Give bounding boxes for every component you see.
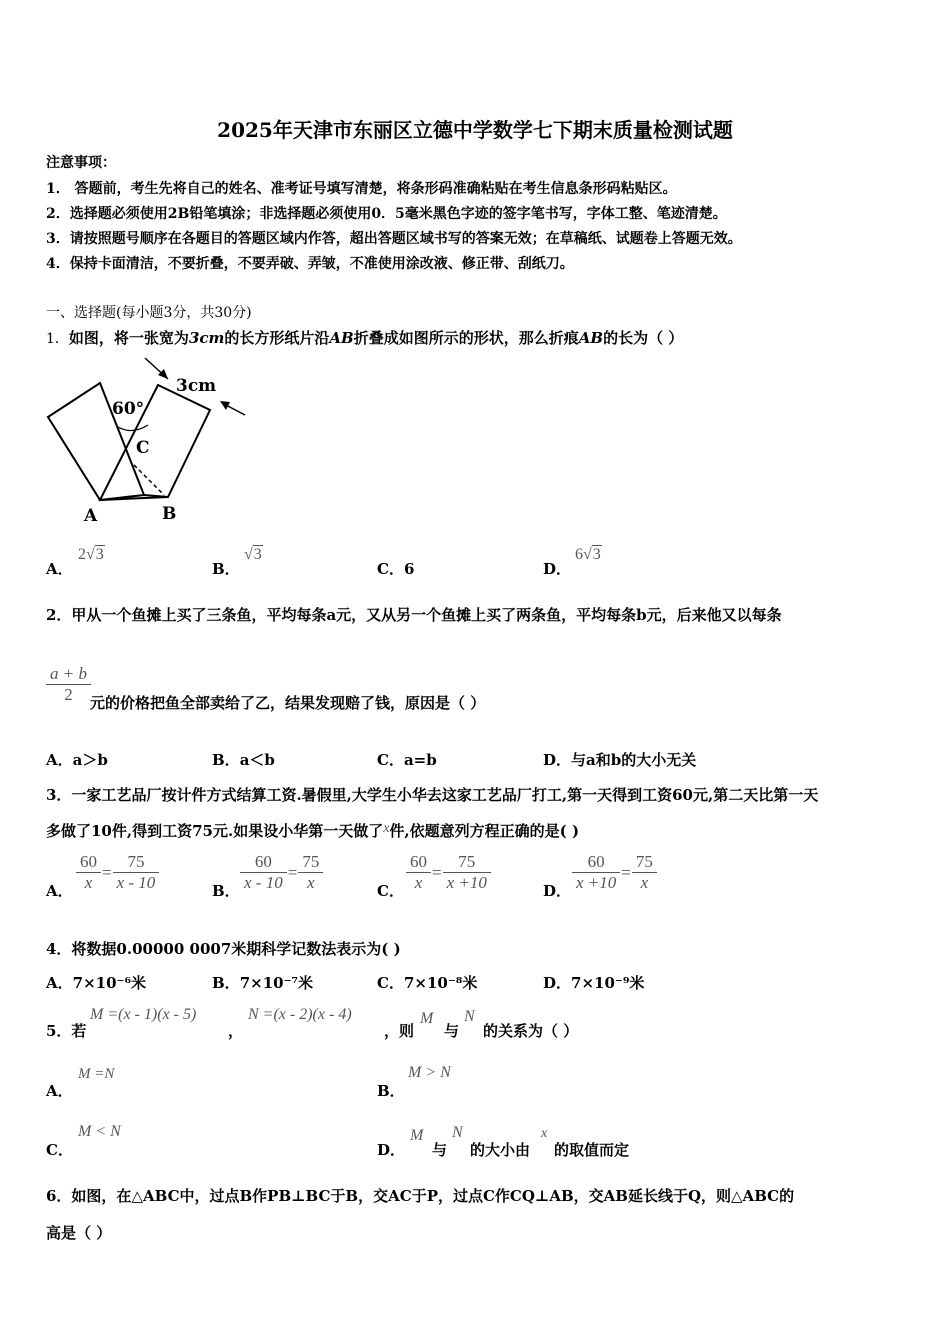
- q1-text: 的长方形纸片沿: [224, 329, 330, 347]
- arrow-head: [220, 401, 230, 410]
- option-c-letter[interactable]: C．: [377, 882, 404, 900]
- denominator: x +10: [572, 872, 620, 893]
- q1-text: 折叠成如图所示的形状，那么折痕: [353, 329, 579, 347]
- q1-ab: AB: [329, 329, 354, 347]
- option-a-letter[interactable]: A．: [46, 1082, 73, 1100]
- section-heading: 一、选择题(每小题3分，共30分): [46, 305, 252, 321]
- question-6-line2: 高是（ ）: [46, 1224, 112, 1242]
- denominator: x - 10: [240, 872, 287, 893]
- option-d-text: 的大小由: [470, 1141, 531, 1159]
- option-d-x: x: [541, 1126, 548, 1141]
- option-text: a=b: [403, 751, 437, 769]
- option-letter: A．: [46, 560, 73, 578]
- q5-expr-n: N =(x - 2)(x - 4): [248, 1006, 352, 1023]
- option-text: a＞b: [72, 751, 108, 769]
- numerator: 60: [587, 852, 605, 871]
- option-text: a＜b: [239, 751, 275, 769]
- coef: 2: [78, 546, 86, 563]
- page-title: 2025年天津市东丽区立德中学数学七下期末质量检测试题: [217, 118, 733, 142]
- question-3-line2: [46, 820, 579, 841]
- option-d-and: 与: [432, 1141, 448, 1159]
- option-b-letter[interactable]: B．: [377, 1082, 405, 1100]
- option-letter: D．: [543, 751, 572, 769]
- point-c-label: C: [136, 438, 150, 458]
- q5-comma: ，: [228, 1022, 244, 1040]
- q5-and: 与: [444, 1022, 460, 1040]
- radicand: 3: [253, 546, 262, 563]
- option-letter: B．: [212, 751, 240, 769]
- denominator: x: [632, 872, 657, 893]
- q5-suffix: 的关系为（ ）: [483, 1022, 579, 1040]
- q3-variable: x: [383, 821, 390, 836]
- option-a-letter[interactable]: A．: [46, 882, 73, 900]
- option-letter: D．: [543, 974, 572, 992]
- denominator: x: [76, 872, 101, 893]
- numerator: 60: [410, 852, 427, 871]
- question-4: 4．将数据0.00000 0007米期科学记数法表示为( ): [46, 940, 401, 958]
- option-d-equation: $\frac{60}{x +10}$ = $\frac{75}{x}$: [572, 852, 657, 893]
- q5-text: 5．若: [46, 1022, 87, 1040]
- question-1: [46, 327, 683, 348]
- option-c[interactable]: [377, 749, 437, 770]
- coef: 6: [575, 546, 583, 563]
- q1-ab: AB: [578, 329, 604, 347]
- option-b-value: √3: [244, 546, 262, 563]
- notice-item: 1． 答题前，考生先将自己的姓名、准考证号填写清楚，将条形码准确粘贴在考生信息条形码粘贴区。: [46, 181, 677, 197]
- numerator: 75: [302, 852, 320, 871]
- folded-paper-figure: [40, 355, 255, 530]
- option-letter: C．: [377, 974, 404, 992]
- option-c-letter[interactable]: C．: [46, 1141, 73, 1159]
- option-letter: A．: [46, 751, 73, 769]
- q1-text: 如图，将一张宽为: [68, 329, 189, 347]
- numerator: 60: [80, 852, 97, 871]
- option-text: 7×10⁻⁶米: [72, 974, 147, 992]
- option-text: 7×10⁻⁹米: [571, 974, 645, 992]
- option-a[interactable]: [46, 558, 73, 579]
- denominator: x - 10: [113, 872, 160, 893]
- q5-expr-m: M =(x - 1)(x - 5): [90, 1006, 197, 1023]
- option-b[interactable]: [212, 558, 240, 579]
- fold-bottom: [144, 495, 168, 497]
- option-letter: B．: [212, 560, 240, 578]
- option-c[interactable]: [377, 558, 414, 579]
- denominator: x: [406, 872, 431, 893]
- option-d-m: M: [410, 1127, 424, 1144]
- option-a[interactable]: [46, 749, 108, 770]
- option-b-expr: M > N: [408, 1064, 451, 1081]
- notice-heading: 注意事项：: [46, 155, 116, 171]
- q5-n: N: [464, 1008, 475, 1025]
- question-3-line1: 3．一家工艺品厂按计件方式结算工资.暑假里,大学生小华去这家工艺品厂打工,第一天得到工资60元,第二天比第一天: [46, 786, 819, 804]
- option-d-n: N: [452, 1124, 463, 1141]
- option-text: 7×10⁻⁸米: [403, 974, 478, 992]
- option-b-equation: $\frac{60}{x - 10}$ = $\frac{75}{x}$: [240, 852, 323, 893]
- option-b[interactable]: [212, 972, 313, 993]
- option-a[interactable]: [46, 972, 146, 993]
- radicand: 3: [592, 546, 601, 563]
- option-b-letter[interactable]: B．: [212, 882, 240, 900]
- option-text: 7×10⁻⁷米: [239, 974, 314, 992]
- option-letter: C．: [377, 560, 404, 578]
- question-number: 1．: [46, 331, 69, 347]
- denominator: x: [298, 872, 323, 893]
- option-letter: B．: [212, 974, 240, 992]
- q3-text: 件,依题意列方程正确的是( ): [389, 822, 580, 840]
- question-2-line2: 元的价格把鱼全部卖给了乙，结果发现赔了钱，原因是（ ）: [90, 694, 486, 712]
- option-c-equation: $\frac{60}{x}$ = $\frac{75}{x +10}$: [406, 852, 491, 893]
- numerator: 75: [458, 852, 476, 871]
- option-text: 6: [403, 560, 415, 578]
- numerator: 75: [635, 852, 653, 871]
- option-b[interactable]: [212, 749, 275, 770]
- numerator: 60: [254, 852, 272, 871]
- option-d[interactable]: [543, 972, 644, 993]
- notice-item: 4．保持卡面清洁，不要折叠，不要弄破、弄皱，不准使用涂改液、修正带、刮纸刀。: [46, 256, 574, 272]
- option-d[interactable]: [543, 558, 571, 579]
- option-d-letter[interactable]: D．: [377, 1141, 406, 1159]
- width-label: 3cm: [176, 376, 217, 396]
- option-d-letter[interactable]: D．: [543, 882, 572, 900]
- option-letter: A．: [46, 974, 73, 992]
- question-5: [46, 1020, 86, 1041]
- fraction-denominator: 2: [46, 684, 91, 705]
- option-letter: C．: [377, 751, 404, 769]
- option-letter: D．: [543, 560, 572, 578]
- q3-text: 多做了10件,得到工资75元.如果设小华第一天做了: [46, 822, 384, 840]
- q2-fraction: [46, 664, 91, 705]
- option-a-equation: $\frac{60}{x}$ = $\frac{75}{x - 10}$: [76, 852, 159, 893]
- option-d[interactable]: [543, 749, 696, 770]
- option-a-expr: M =N: [78, 1066, 115, 1082]
- notice-item: 2．选择题必须使用2B铅笔填涂；非选择题必须使用0．5毫米黑色字迹的签字笔书写，字体工整、笔迹清楚。: [46, 206, 727, 222]
- q5-text: ，则: [384, 1022, 415, 1040]
- angle-label: 60°: [112, 399, 145, 419]
- option-d-value: 6√3: [575, 546, 601, 563]
- option-c-expr: M < N: [78, 1123, 121, 1140]
- q1-width: 3cm: [188, 329, 225, 347]
- question-2-line1: 2．甲从一个鱼摊上买了三条鱼，平均每条a元，又从另一个鱼摊上买了两条鱼，平均每条b元，后来他又以每条: [46, 606, 782, 624]
- question-6-line1: 6．如图，在△ABC中，过点B作PB⊥BC于B，交AC于P，过点C作CQ⊥AB，交AB延长线于Q，则△ABC的: [46, 1187, 795, 1205]
- option-d-text: 的取值而定: [554, 1141, 630, 1159]
- notice-item: 3．请按照题号顺序在各题目的答题区域内作答，超出答题区域书写的答案无效；在草稿纸、试题卷上答题无效。: [46, 231, 742, 247]
- option-a-value: 2√3: [78, 546, 104, 563]
- option-c[interactable]: [377, 972, 477, 993]
- point-b-label: B: [162, 504, 177, 524]
- numerator: 75: [127, 852, 145, 871]
- angle-arc: [118, 425, 148, 431]
- point-a-label: A: [84, 506, 98, 526]
- q5-m: M: [420, 1010, 434, 1027]
- radicand: 3: [95, 546, 104, 563]
- denominator: x +10: [443, 872, 491, 893]
- fraction-numerator: a + b: [50, 664, 87, 683]
- q1-text: 的长为（ ）: [603, 329, 684, 347]
- option-text: 与a和b的大小无关: [571, 751, 697, 769]
